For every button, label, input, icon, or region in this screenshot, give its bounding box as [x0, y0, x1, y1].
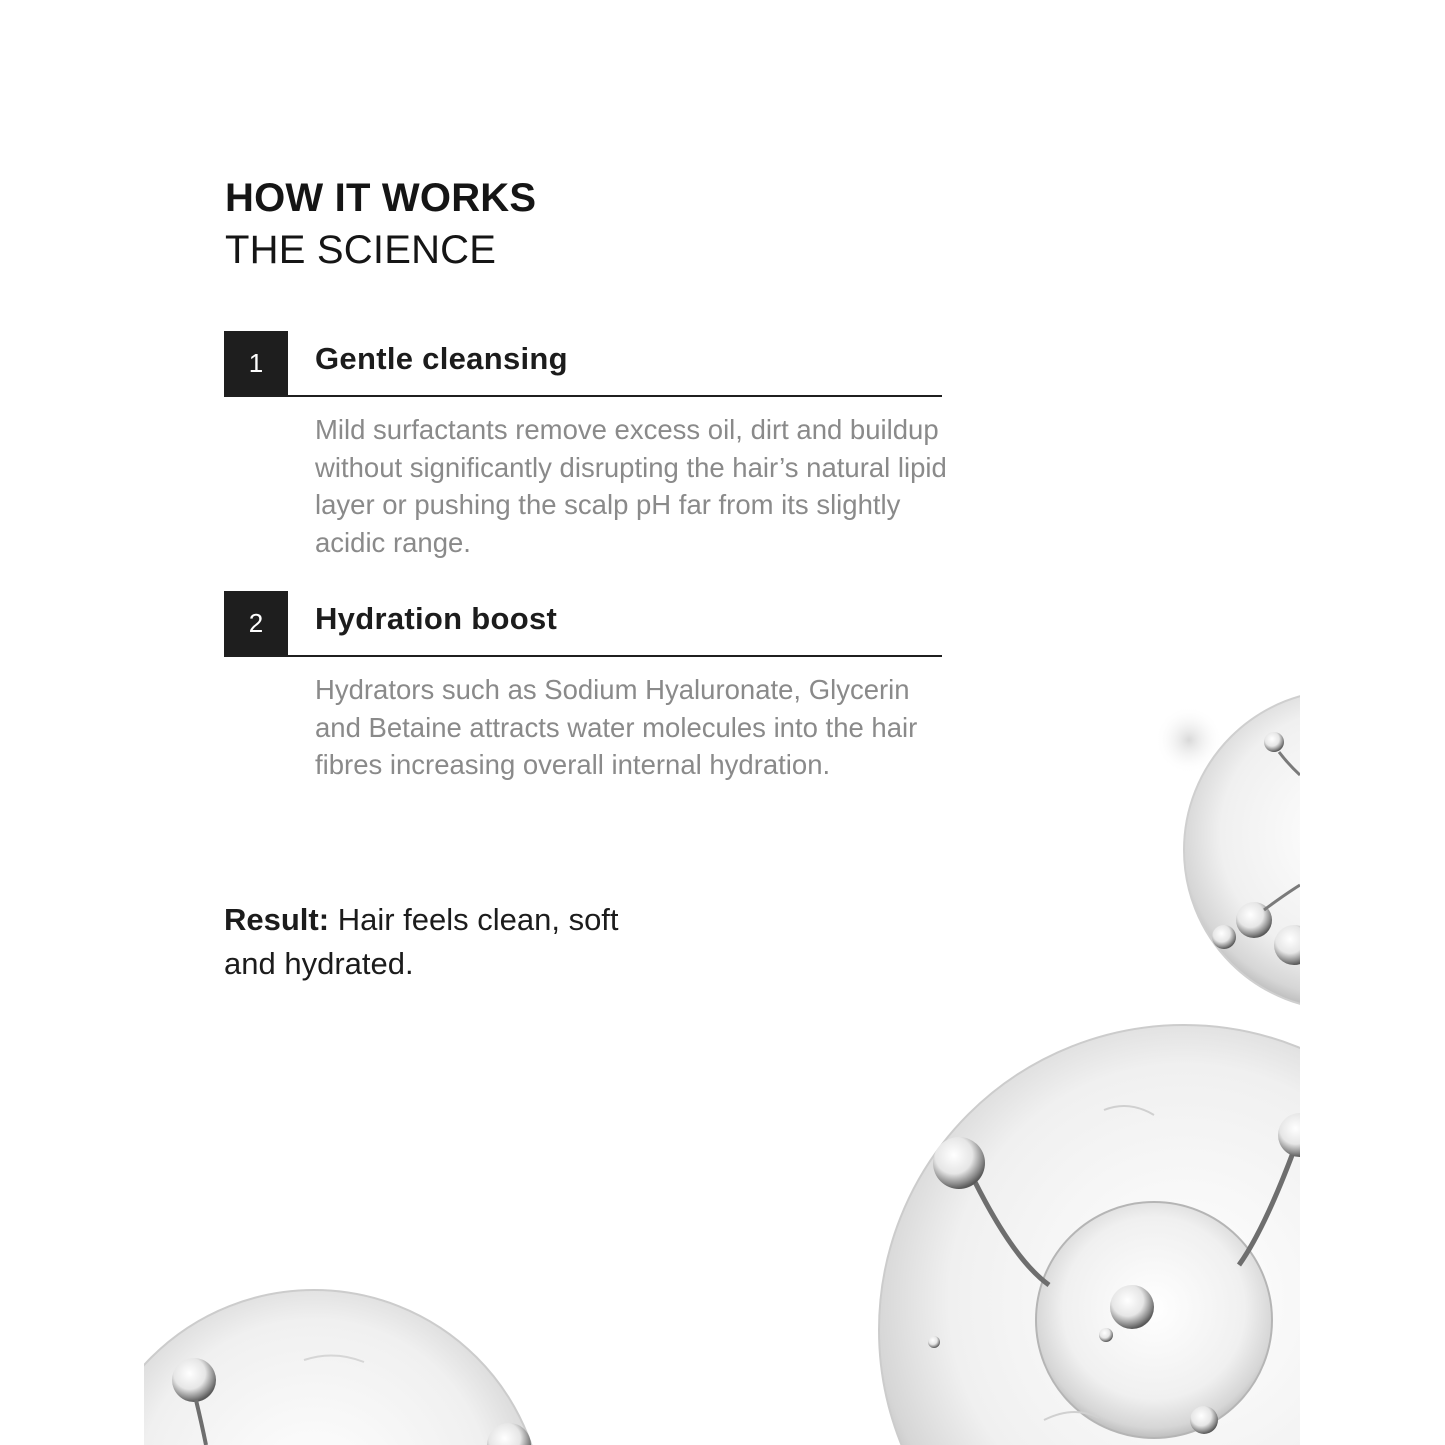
step-title: Hydration boost [315, 601, 558, 636]
content-panel [144, 0, 1300, 1445]
headline-block [225, 172, 536, 276]
step-number-badge: 1 [224, 331, 288, 395]
step-title: Gentle cleansing [315, 341, 568, 376]
step-number-badge: 2 [224, 591, 288, 655]
page-subtitle: THE SCIENCE [225, 228, 497, 272]
result-text: Hair feels clean, soft and hydrated. [224, 902, 619, 981]
step-gentle-cleansing [224, 331, 947, 561]
result-statement [224, 898, 644, 986]
bubble-inner [1036, 1202, 1272, 1438]
step-description: Mild surfactants remove excess oil, dirt and buildup without significantly disrupting the hair’s natural lipid layer or pushing the scalp pH far from its slightly acidic range. [315, 414, 947, 558]
result-label: Result: [224, 902, 330, 937]
step-description: Hydrators such as Sodium Hyaluronate, Glycerin and Betaine attracts water molecules into the hair fibres increasing overall internal hydration. [315, 674, 918, 780]
step-hydration-boost [224, 591, 942, 784]
step-header [224, 331, 942, 397]
step-header [224, 591, 942, 657]
page-title: HOW IT WORKS [225, 176, 537, 220]
